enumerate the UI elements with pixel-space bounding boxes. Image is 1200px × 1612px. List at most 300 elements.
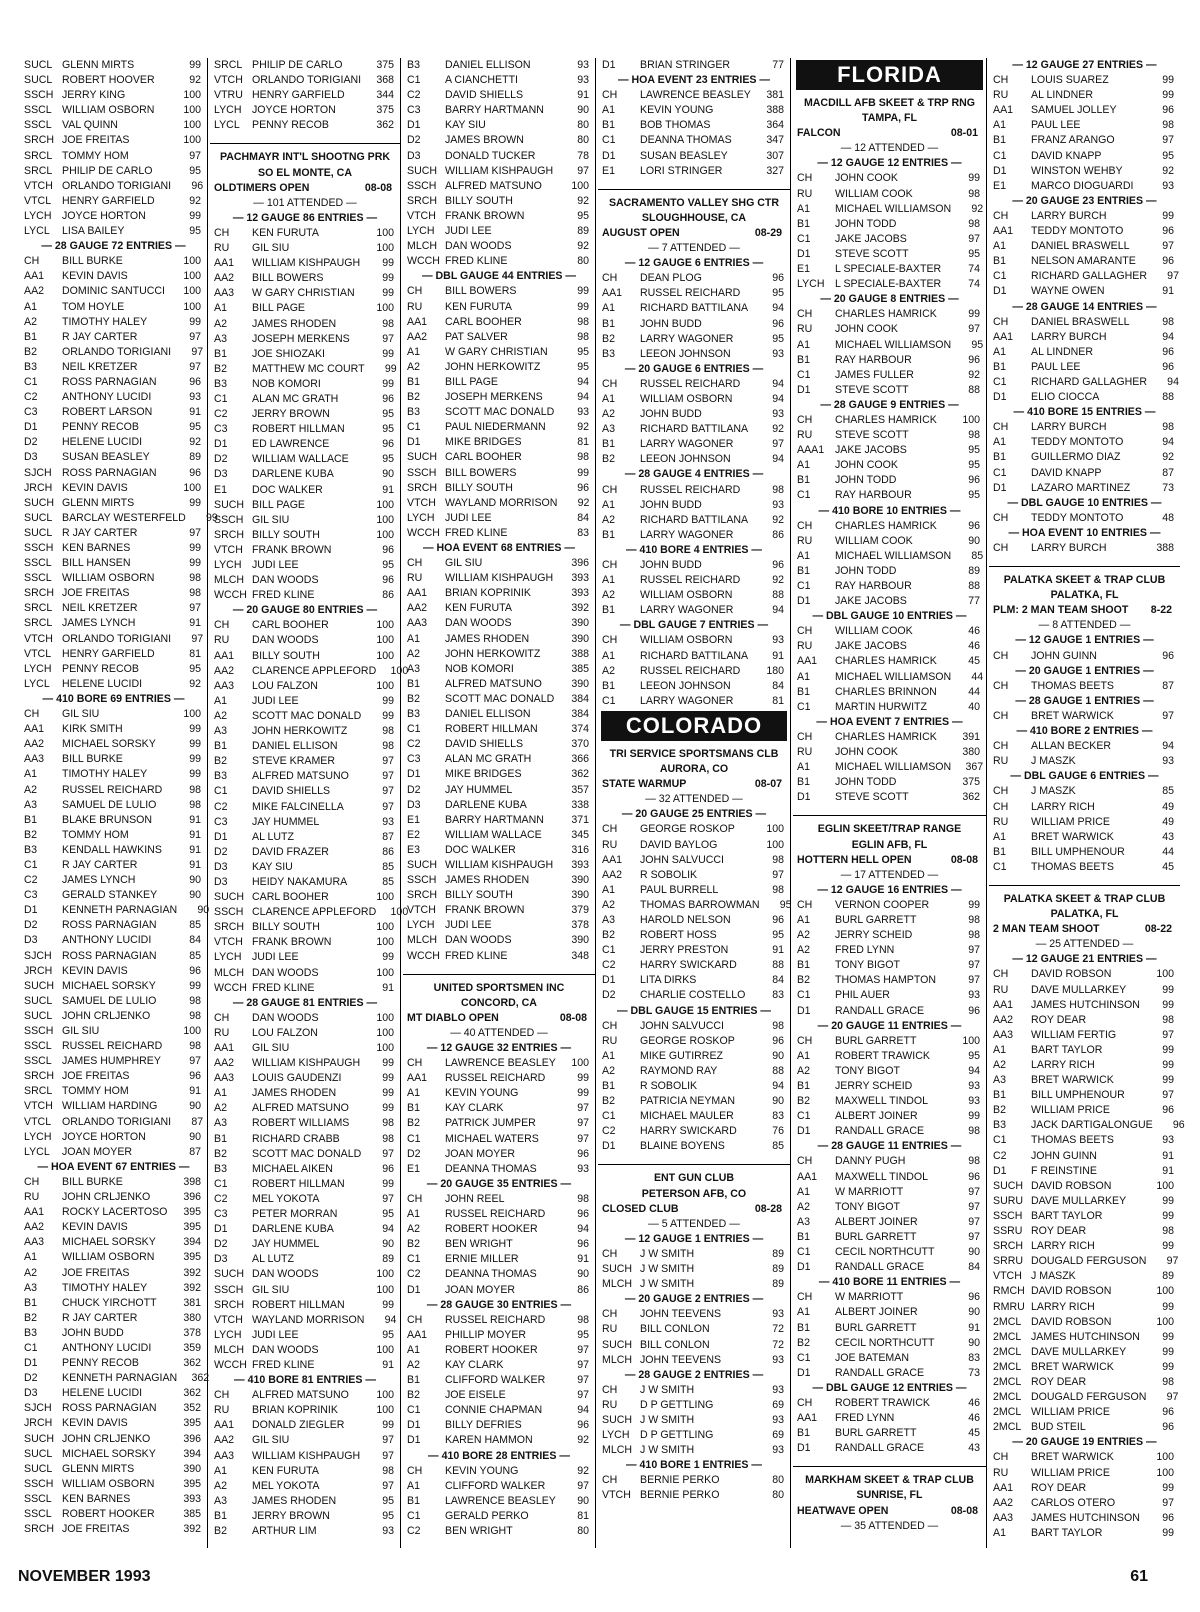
shooter-name: BART TAYLOR [1031,1526,1103,1539]
class-code: SUCH [24,979,55,992]
class-code: RU [602,1323,618,1336]
class-code: AA3 [24,1236,45,1249]
class-code: CH [993,542,1009,554]
shooter-name: DAN WOODS [445,934,512,947]
results-page [20,58,1185,1548]
result-row [598,913,790,928]
score: 97 [189,526,201,539]
result-row [210,1313,400,1328]
shooter-name: JUDI LEE [252,694,299,707]
score: 88 [772,589,784,602]
shooter-name: BRET WARWICK [1031,1074,1114,1087]
score: 96 [577,1419,589,1432]
class-code: B1 [993,134,1006,147]
result-row [20,1341,207,1356]
shooter-name: DAVID KNAPP [1031,149,1102,162]
shooter-name: DAVID ROBSON [1031,1179,1112,1192]
shooter-name: GEORGE ROSKOP [640,1034,735,1047]
class-code: A1 [214,694,227,707]
score: 362 [376,119,394,132]
attendance: — 5 ATTENDED — [648,1217,740,1230]
shoot-title [598,226,790,241]
class-code: LYCL [24,1145,50,1158]
class-code: LYCH [407,511,435,524]
score: 96 [968,519,980,532]
class-code: A1 [797,459,810,472]
score: 99 [382,1298,394,1311]
shooter-name: BRET WARWICK [1031,830,1114,843]
shooter-name: AL LINDNER [1031,345,1094,358]
class-code: AA3 [214,1449,235,1462]
shooter-name: JUDI LEE [445,919,492,932]
result-row [210,543,400,558]
result-row [598,317,790,332]
shooter-name: CLIFFORD WALKER [445,1374,546,1387]
result-row [403,571,595,586]
score: 93 [772,634,784,647]
shooter-name: RUSSEL REICHARD [640,574,741,587]
shooter-name: RUSSEL REICHARD [640,664,741,677]
score: 97 [968,974,980,987]
score: 93 [382,1525,394,1537]
shooter-name: GLENN MIRTS [62,59,135,71]
class-code: MLCH [214,574,245,587]
result-row [793,1079,986,1094]
result-row [20,496,207,511]
class-code: B1 [993,845,1006,858]
result-row [20,1205,207,1220]
score: 100 [1156,1451,1174,1464]
result-row [598,1488,790,1503]
score: 94 [577,1404,589,1417]
score: 90 [772,1095,784,1108]
shooter-name: NELSON AMARANTE [1031,255,1136,268]
score: 86 [577,1283,589,1296]
class-code: D1 [797,1004,811,1017]
score: 97 [1162,1028,1174,1041]
class-code: RU [797,429,813,442]
score: 370 [571,738,589,751]
result-row [793,898,986,913]
score: 99 [1162,998,1174,1011]
result-row [793,187,986,202]
shooter-name: JERRY BROWN [252,1509,330,1522]
shooter-name: ANTHONY LUCIDI [62,1341,152,1354]
shoot-name: STATE WARMUP [602,778,687,791]
score: 87 [191,1115,204,1128]
class-code: C1 [993,466,1007,479]
shooter-name: TOMMY HOM [62,1085,129,1098]
result-row [20,1115,207,1130]
class-code: VTRU [214,89,243,102]
shooter-name: KEVIN DAVIS [62,964,128,977]
shooter-name: JERRY PRESTON [640,944,729,957]
score: 90 [189,1130,201,1143]
result-row [210,1358,400,1373]
club-name: PALATKA SKEET & TRAP CLUB [1003,892,1166,905]
shooter-name: LISA BAILEY [62,225,125,238]
score: 100 [376,619,394,632]
score: 96 [1172,1119,1185,1132]
class-code: B3 [407,406,420,419]
class-code: C2 [24,391,38,404]
score: 371 [571,813,589,826]
result-row [793,1396,986,1411]
result-row [20,420,207,435]
event-header: — DBL GAUGE 10 ENTRIES — [812,610,967,623]
class-code: CH [993,679,1009,692]
shooter-name: ORLANDO TORIGIANI [252,74,362,87]
score: 94 [1162,436,1174,449]
result-row [989,511,1180,526]
class-code: A3 [602,423,615,436]
score: 91 [1162,1164,1174,1177]
class-code: SRCH [407,194,438,207]
result-row [793,549,986,564]
event-header: — DBL GAUGE 44 ENTRIES — [421,270,577,283]
class-code: C3 [214,815,228,828]
score: 390 [571,632,589,645]
score: 96 [1162,1104,1174,1117]
class-code: B1 [993,1089,1006,1102]
class-code: CH [214,1011,230,1024]
score: 100 [183,104,201,117]
shooter-name: MICHAEL WILLIAMSON [835,761,952,774]
score: 390 [183,1462,201,1475]
class-code: D3 [214,1253,228,1266]
result-row [210,377,400,392]
class-code: C1 [993,860,1007,873]
shooter-name: MICHAEL WILLIAMSON [835,338,952,351]
shooter-name: CHARLES HAMRICK [835,730,937,743]
class-code: D2 [24,436,38,449]
shooter-name: THOMAS BEETS [1031,679,1114,692]
result-row [989,330,1180,345]
result-row [20,481,207,496]
result-row [403,783,595,798]
shooter-name: JOSEPH MERKENS [252,332,350,345]
class-code: AA2 [24,738,45,751]
score: 378 [183,1326,201,1339]
class-code: A2 [993,1059,1006,1071]
shoot-name: HOTTERN HELL OPEN [797,853,912,866]
result-row [793,1170,986,1185]
score: 90 [189,889,201,902]
club-location: SLOUGHHOUSE, CA [641,211,747,224]
class-code: A1 [993,830,1006,843]
shooter-name: ROBERT HILLMAN [252,1177,345,1190]
result-row [20,843,207,858]
class-code: B2 [797,1336,810,1349]
class-code: A1 [797,1185,810,1198]
result-row [598,853,790,868]
class-code: C1 [797,1246,811,1259]
class-code: A3 [214,1117,227,1130]
class-code: RU [797,187,813,200]
result-row [989,450,1180,465]
score: 93 [1162,179,1174,192]
result-row [403,1101,595,1116]
class-code: B2 [214,362,227,375]
score: 93 [382,815,394,828]
result-row [210,241,400,256]
shooter-name: KENNETH PARNAGIAN [62,1372,178,1385]
shooter-name: JOHN COOK [835,323,898,336]
result-row [210,1162,400,1177]
shooter-name: TOMMY HOM [62,828,129,841]
result-row [20,450,207,465]
score: 95 [189,421,201,434]
score: 88 [772,959,784,972]
event-header: — 410 BORE 11 ENTRIES — [818,1276,961,1289]
class-code: D1 [993,391,1007,404]
result-row [989,1013,1180,1028]
shooter-name: THOMAS BEETS [1031,1134,1114,1147]
class-code: D1 [993,285,1007,298]
score: 98 [968,217,980,230]
score: 76 [772,1125,784,1138]
class-code: AA3 [993,1511,1014,1524]
result-row [793,1336,986,1351]
shooter-name: LAWRENCE BEASLEY [445,1057,556,1070]
shoot-date: 08-08 [950,853,978,866]
shooter-name: BLAKE BRUNSON [62,813,153,826]
result-row [598,149,790,164]
shooter-name: JOE FREITAS [62,587,130,600]
shooter-name: MATTHEW MC COURT [252,362,365,375]
result-row [403,828,595,843]
club-location: PETERSON AFB, CO [641,1187,747,1200]
shooter-name: RANDALL GRACE [835,1125,925,1138]
shooter-name: JACK DARTIGALONGUE [1031,1119,1153,1132]
shooter-name: WILLIAM FERTIG [1031,1028,1117,1041]
shooter-name: BARCLAY WESTERFELD [62,511,186,524]
result-row [210,784,400,799]
shooter-name: BRIAN KOPRINIK [445,587,531,600]
event-header: — 20 GAUGE 80 ENTRIES — [232,604,378,617]
result-row [20,466,207,481]
class-code: VTCH [214,1313,243,1326]
score: 390 [571,617,589,630]
event-header: — HOA EVENT 68 ENTRIES — [422,542,576,554]
result-row [403,752,595,767]
score: 93 [772,1444,784,1457]
score: 45 [968,655,980,668]
score: 99 [1162,209,1174,222]
shooter-name: JAY HUMMEL [252,815,320,828]
shooter-name: JAY HUMMEL [445,783,513,796]
score: 97 [191,345,204,358]
shooter-name: DANIEL ELLISON [445,59,531,71]
shooter-name: KEVIN DAVIS [62,1417,128,1430]
result-row [20,1462,207,1477]
class-code: LYCH [407,225,435,238]
result-row [989,1511,1180,1526]
shooter-name: WILLIAM WALLACE [445,828,542,841]
score: 98 [382,1464,394,1477]
shooter-name: JOHN BUDD [640,498,702,511]
class-code: D3 [214,875,228,888]
score: 84 [772,679,784,692]
score: 99 [382,1057,394,1070]
shooter-name: KEN BARNES [62,542,131,554]
score: 87 [382,830,394,843]
result-row [20,1009,207,1024]
result-row [20,1130,207,1145]
score: 85 [189,949,201,962]
result-row [210,271,400,286]
shooter-name: ANTHONY LUCIDI [62,391,152,404]
shooter-name: PAUL BURRELL [640,883,719,896]
class-code: C1 [24,375,38,388]
class-code: SRCH [214,1298,245,1311]
class-code: A1 [797,1306,810,1319]
event-header: — HOA EVENT 67 ENTRIES — [37,1160,190,1173]
result-row [403,1252,595,1267]
score: 91 [189,406,201,419]
shooter-name: WILLIAM COOK [835,187,913,200]
shooter-name: J W SMITH [640,1383,695,1396]
class-code: CH [602,823,618,836]
score: 84 [968,1261,980,1274]
event-header: — DBL GAUGE 6 ENTRIES — [1010,770,1159,783]
section-divider [210,143,400,144]
score: 100 [183,270,201,283]
shooter-name: TONY BIGOT [835,959,900,972]
shooter-name: JAMES FULLER [835,368,914,381]
class-code: C2 [407,738,421,751]
score: 99 [382,1102,394,1115]
shooter-name: PENNY RECOB [62,662,139,675]
attendance: — 25 ATTENDED — [1035,938,1134,951]
score: 96 [191,179,204,192]
class-code: WCCH [214,1358,247,1371]
result-row [793,1260,986,1275]
score: 348 [571,949,589,962]
class-code: D1 [24,1357,38,1370]
shooter-name: W MARRIOTT [835,1291,904,1304]
result-row [20,1507,207,1522]
result-row [403,1524,595,1539]
score: 366 [571,753,589,766]
result-row [210,437,400,452]
class-code: C1 [993,270,1007,283]
shooter-name: SCOTT MAC DONALD [252,709,362,722]
score: 96 [1162,345,1174,358]
score: 80 [577,134,589,147]
shooter-name: WILLIAM PRICE [1031,1406,1110,1419]
result-row [20,737,207,752]
shoot-title [989,603,1180,618]
score: 85 [971,549,984,562]
class-code: C1 [407,1509,421,1522]
result-row [403,345,595,360]
shooter-name: LOUIS GAUDENZI [252,1072,342,1085]
score: 99 [382,709,394,722]
result-row [403,405,595,420]
shooter-name: BILL PAGE [252,302,305,315]
shoot-date: 08-07 [754,778,782,791]
score: 99 [577,1072,589,1085]
class-code: A1 [993,345,1006,358]
class-code: RU [602,1034,618,1047]
result-row [989,1390,1180,1405]
shooter-name: AL LUTZ [252,830,294,843]
shoot-date: 08-28 [754,1202,782,1215]
class-code: MLCH [602,1353,633,1366]
class-code: SRCL [24,1085,53,1098]
result-row [403,224,595,239]
shooter-name: JAMES RHODEN [252,317,337,330]
score: 99 [382,272,394,285]
score: 97 [382,1434,394,1447]
shooter-name: JUDI LEE [445,511,492,524]
shooter-name: FRED LYNN [835,1412,895,1425]
result-row [210,1449,400,1464]
shooter-name: ORLANDO TORIGIANI [62,345,172,358]
score: 96 [968,353,980,366]
class-code: RU [214,1026,230,1039]
result-row [403,1433,595,1448]
result-row [989,845,1180,860]
result-row [598,332,790,347]
result-row [403,420,595,435]
shooter-name: DANIEL ELLISON [445,708,531,721]
score: 97 [772,868,784,881]
shooter-name: ROBERT HOOKER [445,1343,538,1356]
shooter-name: BILLY SOUTH [445,889,513,902]
class-code: B2 [24,1311,37,1324]
class-code: AA1 [407,315,428,328]
result-row [598,118,790,133]
shooter-name: BUD STEIL [1031,1421,1086,1434]
result-row [20,949,207,964]
shooter-name: CECIL NORTHCUTT [835,1336,935,1349]
shooter-name: MARCO DIOGUARDI [1031,179,1134,192]
score: 100 [1156,1179,1174,1192]
class-code: CH [797,413,813,426]
result-row [793,1441,986,1456]
result-row [403,586,595,601]
shooter-name: JOAN MOYER [445,1147,516,1160]
result-row [20,133,207,148]
shooter-name: ALBERT JOINER [835,1306,918,1319]
result-row [793,1321,986,1336]
score: 95 [577,345,589,358]
shooter-name: JOE EISELE [445,1389,506,1402]
score: 390 [571,874,589,887]
result-row [210,1524,400,1539]
result-row [403,466,595,481]
shooter-name: MIKE GUTIRREZ [640,1049,723,1062]
class-code: E1 [214,483,227,496]
shooter-name: JOYCE HORTON [252,104,336,117]
result-row [598,898,790,913]
class-code: B1 [602,119,615,132]
class-code: E1 [797,263,810,276]
class-code: C2 [602,1125,616,1138]
class-code: C3 [214,423,228,436]
shooter-name: RAY HARBOUR [835,489,912,502]
result-row [598,1338,790,1353]
class-code: B1 [797,1321,810,1334]
result-row [793,413,986,428]
score: 91 [189,843,201,856]
result-row [403,616,595,631]
shooter-name: R SOBOLIK [640,868,698,881]
result-row [20,994,207,1009]
score: 378 [571,919,589,932]
